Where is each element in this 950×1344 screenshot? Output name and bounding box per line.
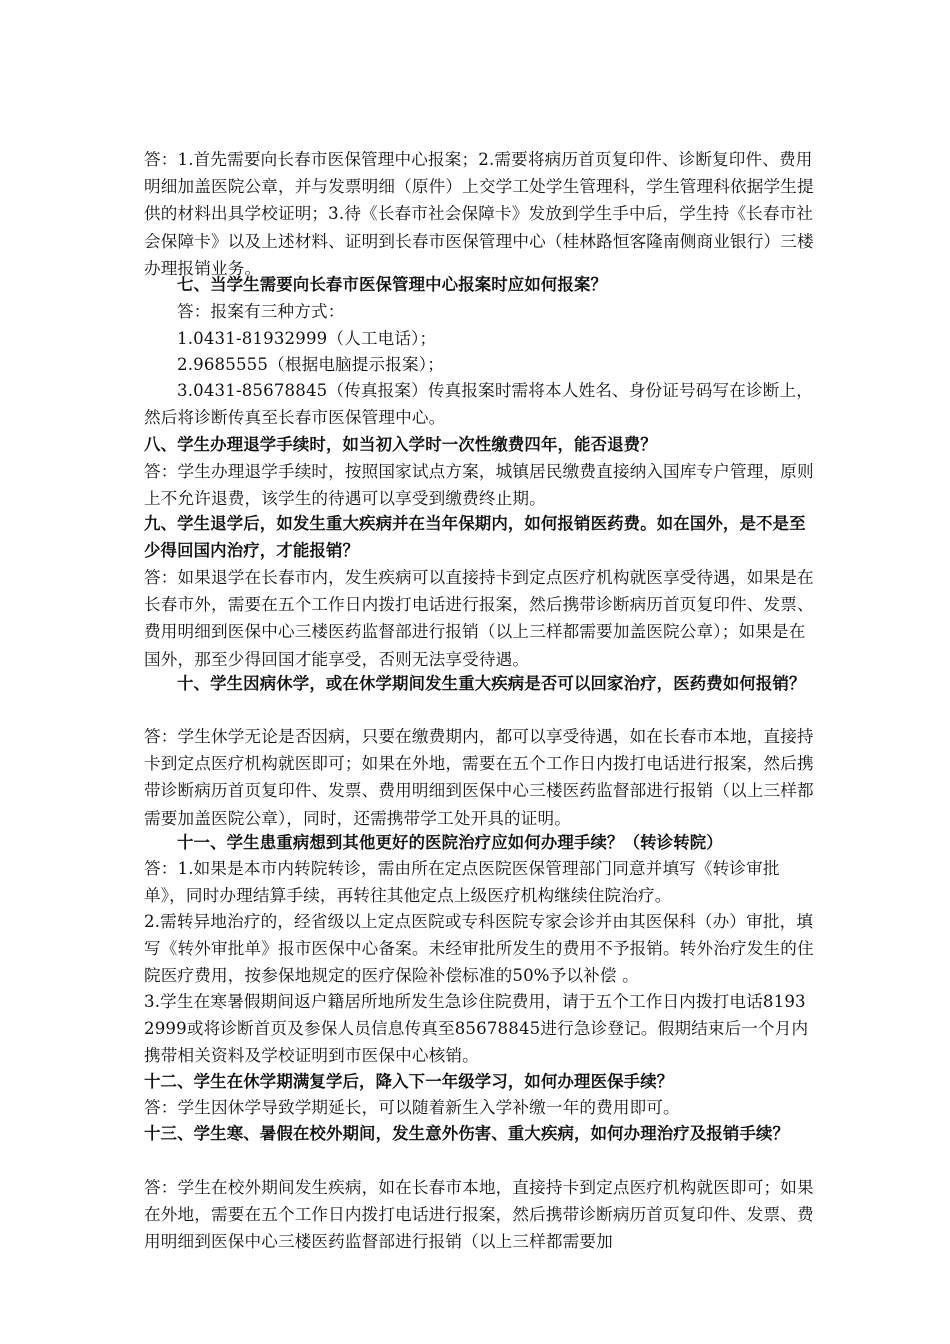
list-item: 1.0431-81932999（人工电话）； <box>177 329 437 348</box>
question-heading-11: 十一、学生患重病想到其他更好的医院治疗应如何办理手续？（转诊转院） <box>177 833 723 852</box>
answer-paragraph: 2.需转异地治疗的，经省级以上定点医院或专科医院专家会诊并由其医保科（办）审批，填写《转外审批单》报市医保中心备案。未经审批所发生的费用不予报销。转外治疗发生的住院医疗费用，按参保地规定的医疗保险补偿标准的50%予以补偿 。 <box>144 912 814 986</box>
question-heading-9: 九、学生退学后，如发生重大疾病并在当年保期内，如何报销医药费。如在国外，是不是至少得回国内治疗，才能报销？ <box>144 514 806 561</box>
answer-paragraph: 答：如果退学在长春市内，发生疾病可以直接持卡到定点医疗机构就医享受待遇，如果是在长春市外，需要在五个工作日内拨打电话进行报案，然后携带诊断病历首页复印件、发票、费用明细到医保中心三楼医药监督部进行报销（以上三样都需要加盖医院公章）；如果是在国外，那至少得回国才能享受，否则无法享受待遇。 <box>144 568 814 669</box>
answer-paragraph: 答：1.如果是本市内转院转诊，需由所在定点医院医保管理部门同意并填写《转诊审批单》，同时办理结算手续，再转往其他定点上级医疗机构继续住院治疗。 <box>144 859 780 906</box>
question-heading-10: 十、学生因病休学，或在休学期间发生重大疾病是否可以回家治疗，医药费如何报销？ <box>177 674 806 693</box>
question-heading-12: 十二、学生在休学期满复学后，降入下一年级学习，如何办理医保手续？ <box>144 1072 674 1091</box>
question-heading-13: 十三、学生寒、暑假在校外期间，发生意外伤害、重大疾病，如何办理治疗及报销手续？ <box>144 1124 790 1143</box>
answer-paragraph: 答：学生办理退学手续时，按照国家试点方案，城镇居民缴费直接纳入国库专户管理，原则上不允许退费，该学生的待遇可以享受到缴费终止期。 <box>144 462 814 509</box>
answer-paragraph: 答：报案有三种方式： <box>177 302 345 321</box>
answer-paragraph: 答：学生休学无论是否因病，只要在缴费期内，都可以享受待遇，如在长春市本地，直接持卡到定点医疗机构就医即可；如果在外地，需要在五个工作日内拨打电话进行报案，然后携带诊断病历首页复印件、发票、费用明细到医保中心三楼医药监督部进行报销（以上三样都需要加盖医院公章），同时，还需携带学工处开具的证明。 <box>144 727 814 828</box>
question-heading-8: 八、学生办理退学手续时，如当初入学时一次性缴费四年，能否退费？ <box>144 435 657 454</box>
answer-paragraph: 3.学生在寒暑假期间返户籍居所地所发生急诊住院费用，请于五个工作日内拨打电话81932999或将诊断首页及参保人员信息传真至85678845进行急诊登记。假期结束后一个月内携带相关资料及学校证明到市医保中心核销。 <box>144 992 809 1066</box>
question-heading-7: 七、当学生需要向长春市医保管理中心报案时应如何报案？ <box>177 275 608 294</box>
list-item: 2.9685555（根据电脑提示报案）； <box>177 355 444 374</box>
list-item: 3.0431-85678845（传真报案）传真报案时需将本人姓名、身份证号码写在诊断上，然后将诊断传真至长春市医保管理中心。 <box>144 381 813 428</box>
answer-paragraph: 答：学生因休学导致学期延长，可以随着新生入学补缴一年的费用即可。 <box>144 1098 680 1117</box>
answer-paragraph: 答：学生在校外期间发生疾病，如在长春市本地，直接持卡到定点医疗机构就医即可；如果在外地，需要在五个工作日内拨打电话进行报案，然后携带诊断病历首页复印件、发票、费用明细到医保中心三楼医药监督部进行报销（以上三样都需要加 <box>144 1178 814 1252</box>
answer-paragraph: 答：1.首先需要向长春市医保管理中心报案；2.需要将病历首页复印件、诊断复印件、费用明细加盖医院公章，并与发票明细（原件）上交学工处学生管理科，学生管理科依据学生提供的材料出具学校证明；3.待《长春市社会保障卡》发放到学生手中后，学生持《长春市社会保障卡》以及上述材料、证明到长春市医保管理中心（桂林路恒客隆南侧商业银行）三楼办理报销业务。 <box>144 150 814 278</box>
